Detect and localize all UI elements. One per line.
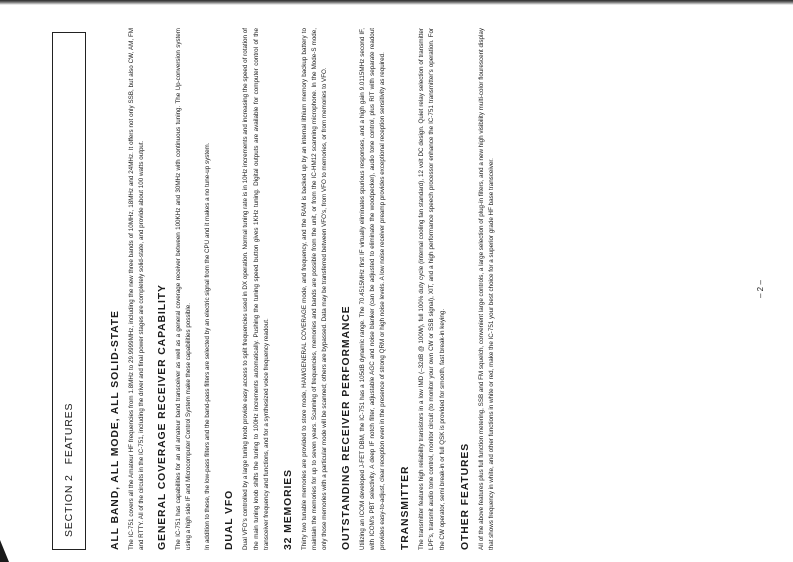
section-title-box [52, 32, 86, 550]
paragraph-transmitter: The transmitter features high reliability transistors in a low IMD (–32dB @ 100W), full 100% duty cycle (internal cooling fan standard), 12 volt DC design. Quiet relay selection of transmitter LPF's, transmit audio tone control, monitor circuit (to monitor your own CW or SSB signal), XIT, and a high performance speech processor enhance the IC-751 transmitter's operation. For the CW operator, semi break-in or full QSK is provided for smooth, fast break-in keying. [418, 28, 446, 550]
paragraph-all-band: The IC-751 covers all the Amateur HF frequencies from 1.8MHz to 29.9999MHz, including the new three bands of 10MHz, 18MHz and 24MHz. It offers not only SSB, but also CW, AM, FM and RTTY. All of the circuits in the IC-751, including the driver and final power stages are completely solid-state, and provide about 100 watts output. [128, 28, 146, 550]
heading-transmitter: TRANSMITTER [400, 465, 412, 550]
paragraph-32-memories: Thirty two tunable memories are provided to store mode, HAM/GENERAL COVERAGE mode, and frequency, and the RAM is backed up by an internal lithium memory backup battery to maintain the memories for up to seven years. Scanning of frequencies, memories and bands are possible from the unit, or from the IC-HM12 scanning microphone. In the Mode-S mode, only those memories with a particular mode will be scanned; others are bypassed. Data may be transferred between VFO's, from VFO to memories, or from memories to VFO. [300, 28, 328, 550]
section-number: SECTION 2 [63, 474, 75, 537]
heading-all-band: ALL BAND, ALL MODE, ALL SOLID-STATE [110, 310, 121, 550]
paragraph-dual-vfo: Dual VFO's controlled by a large tuning knob provide easy access to split frequencies used in DX operation. Normal tuning rate is in 10Hz increments and increasing the speed of rotation of the main tuning knob shifts the tuning to 100Hz increments automatically. Pushing the tuning speed button gives 1KHz tuning. Digital outputs are available for computer control of the transceiver frequency and functions, and for a synthesized voice frequency readout. [242, 28, 270, 550]
page-number: – 2 – [756, 280, 765, 298]
paragraph-receiver-performance: Utilizing an ICOM developed J-FET DBM, the IC-751 has a 105dB dynamic range. The 70.4515MHz first IF virtually eliminates spurious responses, and a high gain 9.0115MHz second IF, with ICOM's PBT selectivity. A deep IF notch filter, adjustable AGC and noise blanker (can be adjusted to eliminate the woodpecker), audio tone control, plus RIT with separate readout provides easy-to-adjust, clear reception even in the presence of strong QRM or high noise levels. A low noise receiver preamp provides exceptional reception sensitivity as required. [359, 28, 387, 550]
section-title: FEATURES [63, 402, 75, 465]
paragraph-other-features: All of the above features plus full function metering, SSB and FM squelch, convenient large controls, a large selection of plug-in filters, and a new high visibility multi-color flourescent display that shows frequency in white, and other functions in white or red, make the IC-751 your best choice for a superior grade HF base transceiver. [477, 28, 495, 550]
page-content [52, 20, 497, 550]
heading-dual-vfo: DUAL VFO [224, 489, 236, 550]
heading-receiver-performance: OUTSTANDING RECEIVER PERFORMANCE [341, 305, 353, 550]
heading-32-memories: 32 MEMORIES [282, 469, 294, 550]
paragraph-general-coverage-1: The IC-751 has capabilities for an all amateur band transceiver as well as a general coverage receiver between 100KHz and 30MHz with continuous tuning. The Up-conversion system using a high side IF and Microcomputer Control System make these capabilities possible. [175, 28, 193, 550]
heading-general-coverage: GENERAL COVERAGE RECEIVER CAPABILITY [157, 284, 169, 550]
heading-other-features: OTHER FEATURES [459, 442, 471, 550]
paragraph-general-coverage-2: In addition to these, the low-pass filters and the band-pass filters are selected by an electric signal from the CPU and it makes a no tune-up system. [204, 142, 212, 550]
